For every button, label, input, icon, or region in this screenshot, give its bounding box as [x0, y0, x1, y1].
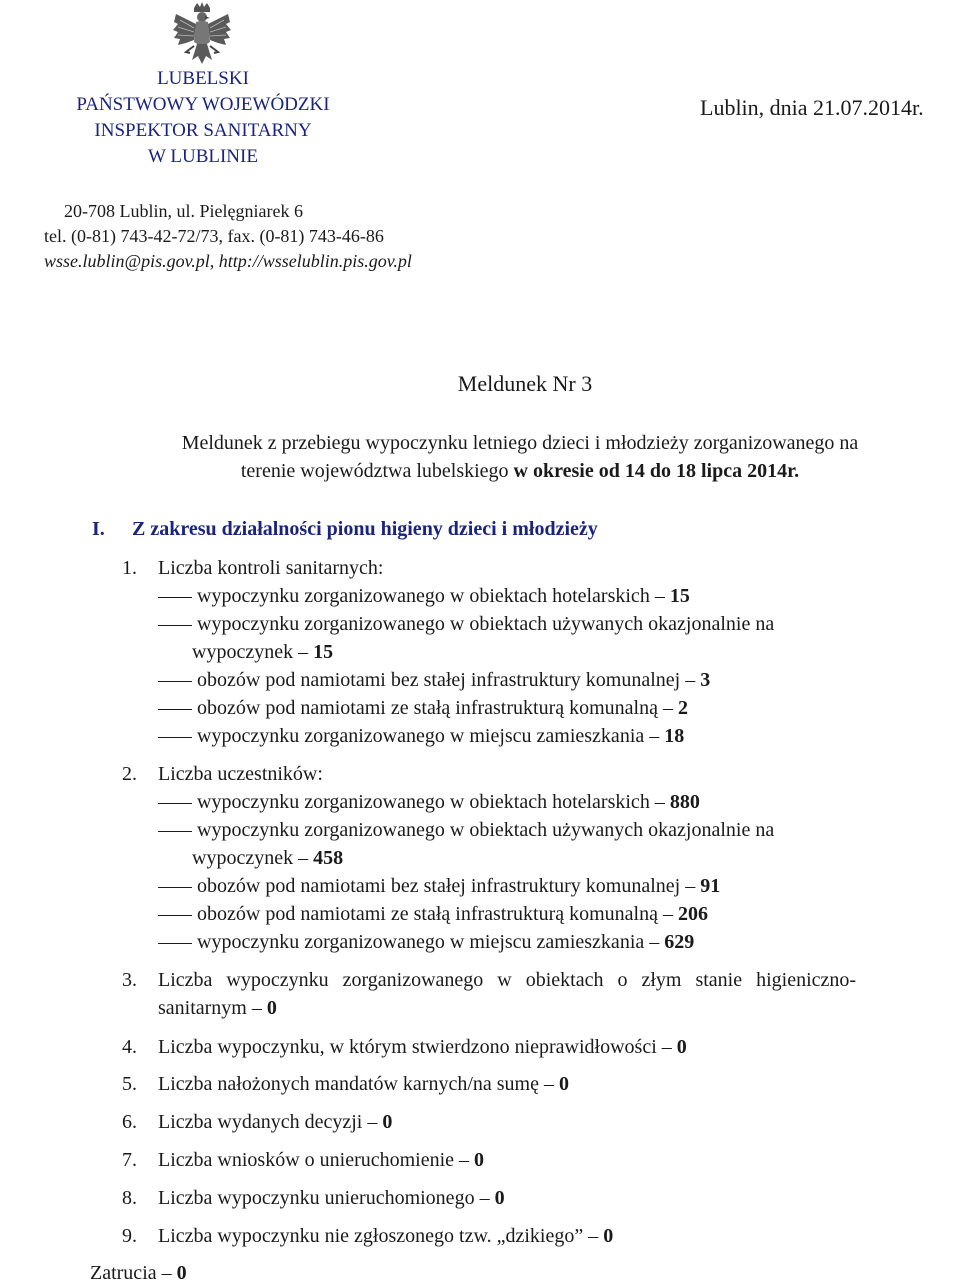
list-item-continuation: wypoczynek – 458 [192, 847, 344, 869]
office-name-block [62, 66, 344, 170]
item-1-rows [158, 582, 774, 750]
subtitle-line-2: terenie województwa lubelskiego w okresie od 14 do 18 lipca 2014r. [240, 460, 800, 482]
list-item: obozów pod namiotami bez stałej infrastruktury komunalnej – 3 [158, 666, 774, 694]
list-item-5: 5. Liczba nałożonych mandatów karnych/na sumę – 0 [122, 1073, 569, 1095]
polish-eagle-emblem-icon [170, 2, 234, 68]
list-item: obozów pod namiotami bez stałej infrastruktury komunalnej – 91 [158, 872, 774, 900]
list-item-3-continuation: sanitarnym – 0 [158, 997, 277, 1019]
list-item: wypoczynku zorganizowanego w obiektach hotelarskich – 15 [158, 582, 774, 610]
list-item-continuation: wypoczynek – 15 [192, 641, 334, 663]
list-item: wypoczynku zorganizowanego w obiektach używanych okazjonalnie na [158, 610, 774, 638]
list-item-1: 1. Liczba kontroli sanitarnych: [122, 557, 384, 579]
list-item-8: 8. Liczba wypoczynku unieruchomionego – 0 [122, 1187, 505, 1209]
list-item-6: 6. Liczba wydanych decyzji – 0 [122, 1111, 393, 1133]
email-web-line: wsse.lublin@pis.gov.pl, http://wsselublin.pis.gov.pl [44, 251, 412, 271]
list-item-2: 2. Liczba uczestników: [122, 763, 323, 785]
list-item: wypoczynku zorganizowanego w obiektach hotelarskich – 880 [158, 788, 774, 816]
section-heading: I. Z zakresu działalności pionu higieny dzieci i młodzieży [92, 518, 598, 540]
office-line: W LUBLINIE [148, 146, 258, 167]
office-line: PAŃSTWOWY WOJEWÓDZKI [76, 94, 330, 115]
office-line: INSPEKTOR SANITARNY [94, 120, 312, 141]
list-item: wypoczynku zorganizowanego w miejscu zamieszkania – 629 [158, 928, 774, 956]
subtitle-line-1: Meldunek z przebiegu wypoczynku letniego dzieci i młodzieży zorganizowanego na [181, 432, 859, 454]
document-subtitle [100, 429, 940, 485]
office-line: LUBELSKI [157, 68, 249, 89]
list-item: obozów pod namiotami ze stałą infrastrukturą komunalną – 206 [158, 900, 774, 928]
document-date: Lublin, dnia 21.07.2014r. [700, 95, 924, 120]
phone-line: tel. (0-81) 743-42-72/73, fax. (0-81) 743-46-86 [44, 226, 384, 246]
address-line: 20-708 Lublin, ul. Pielęgniarek 6 [64, 201, 303, 221]
contact-block [44, 199, 412, 274]
list-item: wypoczynku zorganizowanego w obiektach używanych okazjonalnie na [158, 816, 774, 844]
list-item-4: 4. Liczba wypoczynku, w którym stwierdzono nieprawidłowości – 0 [122, 1036, 687, 1058]
item-2-rows [158, 788, 774, 956]
poisonings-line: Zatrucia – 0 [90, 1262, 187, 1284]
list-item-9: 9. Liczba wypoczynku nie zgłoszonego tzw. „dzikiego” – 0 [122, 1225, 614, 1247]
list-item-3: 3. Liczba wypoczynku zorganizowanego w obiektach o złym stanie higieniczno- [122, 969, 857, 991]
list-item-7: 7. Liczba wniosków o unieruchomienie – 0 [122, 1149, 485, 1171]
document-title: Meldunek Nr 3 [457, 371, 593, 396]
list-item: wypoczynku zorganizowanego w miejscu zamieszkania – 18 [158, 722, 774, 750]
list-item: obozów pod namiotami ze stałą infrastrukturą komunalną – 2 [158, 694, 774, 722]
